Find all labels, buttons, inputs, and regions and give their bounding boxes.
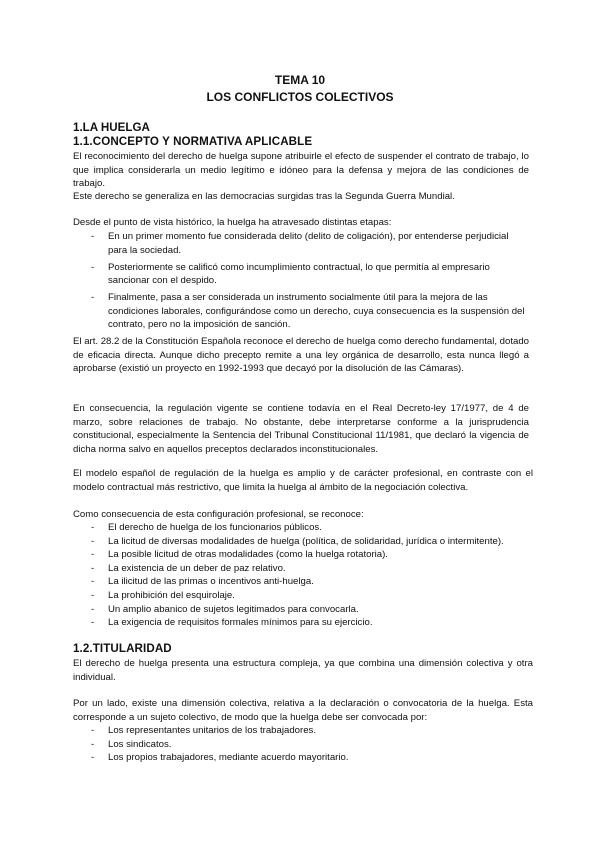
list-item: - La prohibición del esquirolaje.: [73, 589, 529, 603]
document-title-number: TEMA 10: [274, 73, 326, 87]
subsection-heading-titularidad: 1.2.TITULARIDAD: [73, 642, 172, 655]
list-item: - El derecho de huelga de los funcionarios públicos.: [73, 521, 529, 535]
document-title: LOS CONFLICTOS COLECTIVOS: [206, 90, 394, 104]
list-item: - Posteriormente se calificó como incumplimiento contractual, lo que permitía al empresario sancionar con el despido.: [73, 261, 529, 288]
subsection-heading-concept: 1.1.CONCEPTO Y NORMATIVA APLICABLE: [73, 135, 313, 148]
list-item: - Los representantes unitarios de los trabajadores.: [73, 724, 529, 738]
callers-list: [73, 724, 529, 765]
paragraph: El modelo español de regulación de la huelga es amplio y de carácter profesional, en contraste con el modelo contractual más restrictivo, que limita la huelga al ámbito de la negociación colectiva.: [73, 468, 533, 493]
paragraph: El derecho de huelga presenta una estructura compleja, ya que combina una dimensión colectiva y otra individual.: [73, 658, 533, 683]
list-item: - La ilicitud de las primas o incentivos anti-huelga.: [73, 575, 529, 589]
list-item: - Los propios trabajadores, mediante acuerdo mayoritario.: [73, 751, 529, 765]
list-item: - Un amplio abanico de sujetos legitimados para convocarla.: [73, 603, 529, 617]
paragraph: Por un lado, existe una dimensión colectiva, relativa a la declaración o convocatoria de la huelga. Esta corresponde a un sujeto colectivo, de modo que la huelga debe ser convocada por:: [73, 698, 533, 723]
list-item: - La licitud de diversas modalidades de huelga (política, de solidaridad, jurídica o intermitente).: [73, 535, 529, 549]
paragraph: Desde el punto de vista histórico, la huelga ha atravesado distintas etapas:: [73, 217, 392, 228]
recognized-list: [73, 521, 529, 630]
list-item: - La existencia de un deber de paz relativo.: [73, 562, 529, 576]
list-item: - Los sindicatos.: [73, 738, 529, 752]
paragraph: El art. 28.2 de la Constitución Española reconoce el derecho de huelga como derecho fundamental, dotado de eficacia directa. Aunque dicho precepto remite a una ley orgánica de desarrollo, esta nunca llegó a aprobarse (existió un proyecto en 1992-1993 que decayó por la disolución de las Cámaras).: [73, 336, 530, 375]
stages-list: [73, 230, 529, 335]
list-item: - La posible licitud de otras modalidades (como la huelga rotatoria).: [73, 548, 529, 562]
paragraph: Como consecuencia de esta configuración profesional, se reconoce:: [73, 509, 364, 520]
list-item: - La exigencia de requisitos formales mínimos para su ejercicio.: [73, 616, 529, 630]
paragraph: En consecuencia, la regulación vigente se contiene todavía en el Real Decreto-ley 17/1977, de 4 de marzo, sobre relaciones de trabajo. No obstante, debe interpretarse conforme a la jurisprudencia constitucional, especialmente la Sentencia del Tribunal Constitucional 11/1981, que declaró la vigencia de dicha norma salvo en aquellos preceptos declarados inconstitucionales.: [73, 403, 529, 455]
section-heading: 1.LA HUELGA: [73, 121, 150, 134]
list-item: - Finalmente, pasa a ser considerada un instrumento socialmente útil para la mejora de las condiciones laborales, configurándose como un derecho, cuya consecuencia es la suspensión del contrato, pero no la imposición de sanción.: [73, 291, 529, 332]
paragraph: El reconocimiento del derecho de huelga supone atribuirle el efecto de suspender el contrato de trabajo, lo que implica considerarla un medio legítimo e idóneo para la defensa y mejora de las condiciones de trabajo.: [73, 151, 529, 190]
list-item: - En un primer momento fue considerada delito (delito de coligación), por entenderse perjudicial para la sociedad.: [73, 230, 529, 257]
paragraph: Este derecho se generaliza en las democracias surgidas tras la Segunda Guerra Mundial.: [73, 191, 455, 202]
